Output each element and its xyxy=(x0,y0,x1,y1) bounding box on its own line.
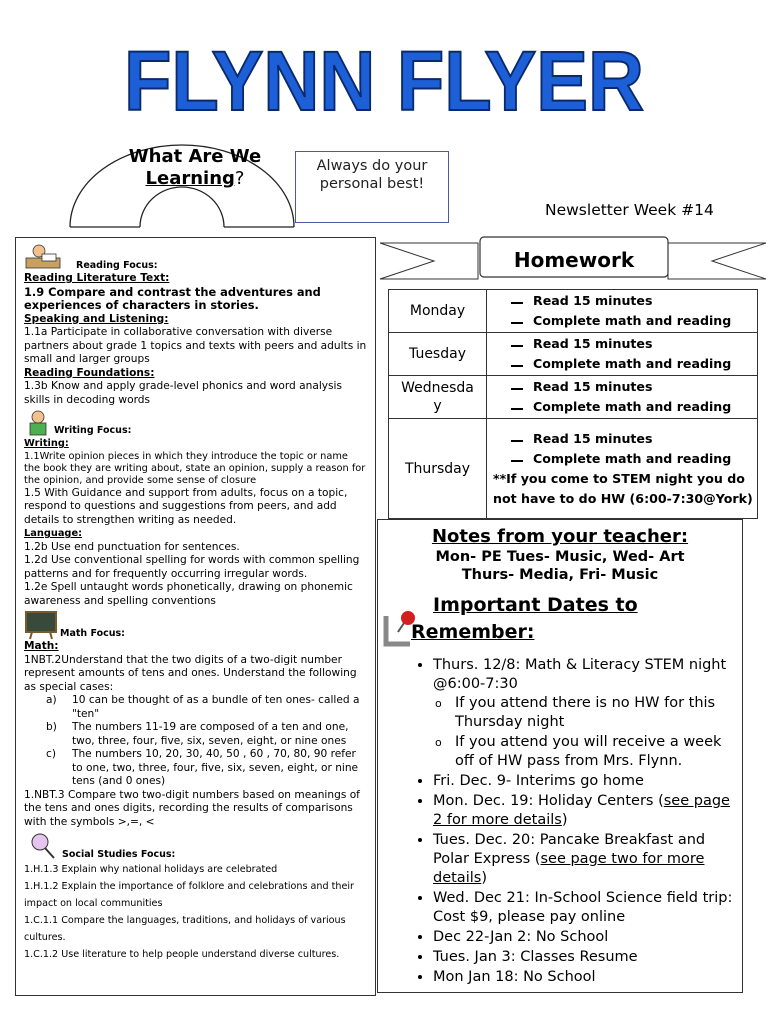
list-item: • Thurs. 12/8: Math & Literacy STEM night @6:00-7:30 o If you attend there is no HW for this Thursday night o If you attend you will receive a week off of HW pass from Mrs. Flynn. xyxy=(433,656,742,771)
social-studies-item: 1.C.1.1 Compare the languages, traditions, and holidays of various cultures. xyxy=(24,915,346,943)
list-item: • Mon. Dec. 19: Holiday Centers (see page 2 for more details) xyxy=(433,792,742,830)
specials-line-2: Thurs- Media, Fri- Music xyxy=(461,567,659,583)
holiday-centers-details-link[interactable]: see page 2 for more details xyxy=(433,793,730,828)
social-studies-magnifier-icon xyxy=(24,831,62,861)
bullet-icon xyxy=(511,317,523,324)
writing-heading: Writing: xyxy=(24,438,69,449)
writing-text-1: 1.1Write opinion pieces in which they introduce the topic or name the book they are writing about, state an opinion, supply a reason for the opinion, and provide some sense of closure xyxy=(24,450,366,486)
list-item: • Wed. Dec 21: In-School Science field trip: Cost $9, please pay online xyxy=(433,889,742,927)
reading-focus-label: Reading Focus: xyxy=(76,259,158,271)
homework-table xyxy=(388,289,758,519)
language-text-2: 1.2d Use conventional spelling for words with common spelling patterns and for frequently occurring irregular words. xyxy=(24,554,360,580)
day-cell: Thursday xyxy=(389,419,487,519)
reading-literature-text: 1.9 Compare and contrast the adventures and experiences of characters in stories. xyxy=(24,284,321,312)
math-chalkboard-icon xyxy=(24,610,60,640)
list-item: o If you attend there is no HW for this Thursday night xyxy=(455,694,742,732)
homework-items-cell: Read 15 minutes Complete math and reading xyxy=(487,290,758,333)
table-row xyxy=(389,376,758,419)
list-item: a) 10 can be thought of as a bundle of ten ones- called a "ten" xyxy=(46,694,360,720)
list-item: • Tues. Dec. 20: Pancake Breakfast and Polar Express (see page two for more details) xyxy=(433,831,742,888)
bullet-icon xyxy=(511,435,523,442)
important-dates-list xyxy=(378,656,742,987)
notes-panel xyxy=(377,519,743,993)
social-studies-item: 1.H.1.3 Explain why national holidays are celebrated xyxy=(24,864,278,875)
list-item: c) The numbers 10, 20, 30, 40, 50 , 60 , 70, 80, 90 refer to one, two, three, four, five, six, seven, eight, or nine tens (and 0 ones) xyxy=(46,748,359,787)
table-row xyxy=(389,419,758,519)
math-text: 1NBT.2Understand that the two digits of a two-digit number represent amounts of tens and ones. Understand the following as special cases: xyxy=(24,653,357,693)
language-heading: Language: xyxy=(24,528,83,539)
writing-focus-label: Writing Focus: xyxy=(54,424,132,436)
language-text-1: 1.2b Use end punctuation for sentences. xyxy=(24,540,240,553)
list-item: o If you attend you will receive a week off of HW pass from Mrs. Flynn. xyxy=(455,733,742,771)
newsletter-week-label: Newsletter Week #14 xyxy=(545,201,714,219)
social-studies-item: 1.H.1.2 Explain the importance of folklore and celebrations and their impact on local communities xyxy=(24,881,355,909)
language-text-3: 1.2e Spell untaught words phonetically, drawing on phonemic awareness and spelling conventions xyxy=(24,581,353,607)
social-studies-focus-label: Social Studies Focus: xyxy=(62,848,176,860)
list-item: • Tues. Jan 3: Classes Resume xyxy=(433,948,742,967)
bullet-icon xyxy=(511,360,523,367)
list-item: • Dec 22-Jan 2: No School xyxy=(433,928,742,947)
homework-items-cell: Read 15 minutes Complete math and reading xyxy=(487,333,758,376)
masthead-title xyxy=(0,30,768,120)
bullet-icon xyxy=(511,340,523,347)
writing-text-2: 1.5 With Guidance and support from adults, focus on a topic, respond to questions and suggestions from peers, and add details to strengthen writing as needed. xyxy=(24,486,348,526)
learning-focus-panel xyxy=(15,237,376,996)
reading-foundations-text: 1.3b Know and apply grade-level phonics and word analysis skills in decoding words xyxy=(24,380,343,406)
notes-title: Notes from your teacher: xyxy=(431,526,689,547)
day-cell: Tuesday xyxy=(389,333,487,376)
what-are-we-learning-heading: What Are We Learning? xyxy=(128,146,262,189)
stem-night-note: **If you come to STEM night you do not have to do HW (6:00-7:30@York) xyxy=(493,470,753,506)
day-cell: Wednesda y xyxy=(389,376,487,419)
bullet-icon xyxy=(511,383,523,390)
writing-student-icon xyxy=(24,409,54,437)
reading-foundations-heading: Reading Foundations: xyxy=(24,366,155,379)
social-studies-item: 1.C.1.2 Use literature to help people understand diverse cultures. xyxy=(24,949,340,960)
reading-literature-heading: Reading Literature Text: xyxy=(24,272,170,284)
homework-title: Homework xyxy=(513,248,635,272)
reading-book-icon xyxy=(24,242,64,272)
important-dates-heading: Important Dates to Remember: xyxy=(411,594,638,643)
motto-box: Always do your personal best! xyxy=(295,151,449,223)
math-text-2: 1.NBT.3 Compare two two-digit numbers based on meanings of the tens and ones digits, recording the results of comparisons with the symbols >,=, < xyxy=(24,788,360,828)
pancake-breakfast-details-link[interactable]: see page two for more details xyxy=(433,851,705,886)
homework-items-cell: Read 15 minutes Complete math and reading **If you come to STEM night you do not have to do HW (6:00-7:30@York) xyxy=(487,419,758,519)
bullet-icon xyxy=(511,455,523,462)
bullet-icon xyxy=(511,403,523,410)
math-focus-label: Math Focus: xyxy=(60,627,125,639)
day-cell: Monday xyxy=(389,290,487,333)
list-item: • Mon Jan 18: No School xyxy=(433,968,742,987)
speaking-listening-text: 1.1a Participate in collaborative conversation with diverse partners about grade 1 topics and texts with peers and adults in small and larger groups xyxy=(24,326,367,365)
svg-text:FLYNN FLYER: FLYNN FLYER xyxy=(124,34,644,120)
bullet-icon xyxy=(511,297,523,304)
table-row xyxy=(389,333,758,376)
specials-line-1: Mon- PE Tues- Music, Wed- Art xyxy=(435,549,685,565)
math-heading: Math: xyxy=(24,640,59,652)
list-item: • Fri. Dec. 9- Interims go home xyxy=(433,772,742,791)
homework-items-cell: Read 15 minutes Complete math and reading xyxy=(487,376,758,419)
pushpin-icon xyxy=(382,608,422,648)
math-special-cases-list xyxy=(24,694,367,789)
speaking-listening-heading: Speaking and Listening: xyxy=(24,312,169,325)
table-row xyxy=(389,290,758,333)
list-item: b) The numbers 11-19 are composed of a ten and one, two, three, four, five, six, seven, eight, or nine ones xyxy=(46,721,349,747)
